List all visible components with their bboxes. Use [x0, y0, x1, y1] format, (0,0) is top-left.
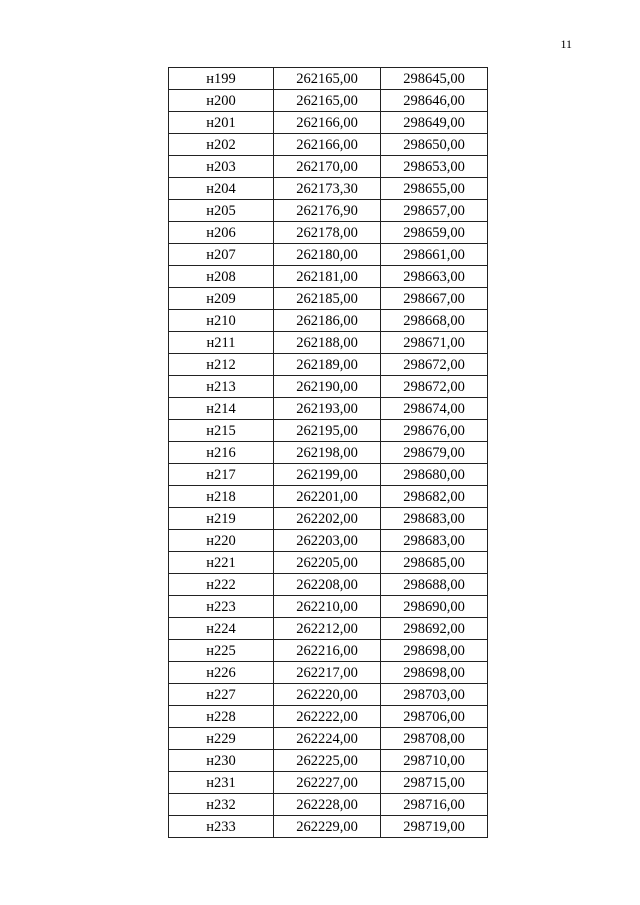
table-row: [169, 706, 488, 728]
y-coordinate-cell: 298688,00: [381, 574, 488, 596]
table-row: [169, 508, 488, 530]
table-row: [169, 530, 488, 552]
x-coordinate-cell: 262224,00: [274, 728, 381, 750]
table-row: [169, 596, 488, 618]
table-row: [169, 772, 488, 794]
table-row: [169, 332, 488, 354]
point-id-cell: н218: [169, 486, 274, 508]
x-coordinate-cell: 262228,00: [274, 794, 381, 816]
x-coordinate-cell: 262216,00: [274, 640, 381, 662]
table-row: [169, 376, 488, 398]
x-coordinate-cell: 262173,30: [274, 178, 381, 200]
x-coordinate-cell: 262208,00: [274, 574, 381, 596]
y-coordinate-cell: 298680,00: [381, 464, 488, 486]
point-id-cell: н220: [169, 530, 274, 552]
x-coordinate-cell: 262185,00: [274, 288, 381, 310]
y-coordinate-cell: 298663,00: [381, 266, 488, 288]
y-coordinate-cell: 298649,00: [381, 112, 488, 134]
y-coordinate-cell: 298698,00: [381, 662, 488, 684]
point-id-cell: н229: [169, 728, 274, 750]
y-coordinate-cell: 298646,00: [381, 90, 488, 112]
y-coordinate-cell: 298655,00: [381, 178, 488, 200]
point-id-cell: н210: [169, 310, 274, 332]
point-id-cell: н222: [169, 574, 274, 596]
x-coordinate-cell: 262201,00: [274, 486, 381, 508]
table-row: [169, 552, 488, 574]
table-row: [169, 178, 488, 200]
table-row: [169, 310, 488, 332]
table-row: [169, 486, 488, 508]
point-id-cell: н230: [169, 750, 274, 772]
y-coordinate-cell: 298690,00: [381, 596, 488, 618]
table-row: [169, 222, 488, 244]
point-id-cell: н204: [169, 178, 274, 200]
point-id-cell: н200: [169, 90, 274, 112]
x-coordinate-cell: 262222,00: [274, 706, 381, 728]
point-id-cell: н224: [169, 618, 274, 640]
y-coordinate-cell: 298676,00: [381, 420, 488, 442]
y-coordinate-cell: 298710,00: [381, 750, 488, 772]
point-id-cell: н199: [169, 68, 274, 90]
point-id-cell: н233: [169, 816, 274, 838]
x-coordinate-cell: 262180,00: [274, 244, 381, 266]
point-id-cell: н211: [169, 332, 274, 354]
x-coordinate-cell: 262190,00: [274, 376, 381, 398]
y-coordinate-cell: 298683,00: [381, 508, 488, 530]
x-coordinate-cell: 262166,00: [274, 134, 381, 156]
x-coordinate-cell: 262212,00: [274, 618, 381, 640]
table-row: [169, 640, 488, 662]
y-coordinate-cell: 298674,00: [381, 398, 488, 420]
table-row: [169, 816, 488, 838]
x-coordinate-cell: 262193,00: [274, 398, 381, 420]
point-id-cell: н226: [169, 662, 274, 684]
y-coordinate-cell: 298719,00: [381, 816, 488, 838]
point-id-cell: н216: [169, 442, 274, 464]
x-coordinate-cell: 262165,00: [274, 90, 381, 112]
point-id-cell: н202: [169, 134, 274, 156]
y-coordinate-cell: 298679,00: [381, 442, 488, 464]
x-coordinate-cell: 262202,00: [274, 508, 381, 530]
y-coordinate-cell: 298657,00: [381, 200, 488, 222]
table-row: [169, 442, 488, 464]
point-id-cell: н217: [169, 464, 274, 486]
point-id-cell: н219: [169, 508, 274, 530]
x-coordinate-cell: 262217,00: [274, 662, 381, 684]
table-row: [169, 244, 488, 266]
point-id-cell: н212: [169, 354, 274, 376]
table-row: [169, 288, 488, 310]
y-coordinate-cell: 298668,00: [381, 310, 488, 332]
table-row: [169, 200, 488, 222]
x-coordinate-cell: 262210,00: [274, 596, 381, 618]
y-coordinate-cell: 298645,00: [381, 68, 488, 90]
point-id-cell: н213: [169, 376, 274, 398]
y-coordinate-cell: 298685,00: [381, 552, 488, 574]
point-id-cell: н214: [169, 398, 274, 420]
x-coordinate-cell: 262229,00: [274, 816, 381, 838]
y-coordinate-cell: 298708,00: [381, 728, 488, 750]
point-id-cell: н228: [169, 706, 274, 728]
x-coordinate-cell: 262189,00: [274, 354, 381, 376]
table-row: [169, 112, 488, 134]
table-row: [169, 574, 488, 596]
table-row: [169, 794, 488, 816]
coordinates-table: [168, 67, 488, 838]
point-id-cell: н225: [169, 640, 274, 662]
x-coordinate-cell: 262225,00: [274, 750, 381, 772]
point-id-cell: н209: [169, 288, 274, 310]
x-coordinate-cell: 262220,00: [274, 684, 381, 706]
y-coordinate-cell: 298667,00: [381, 288, 488, 310]
y-coordinate-cell: 298672,00: [381, 354, 488, 376]
y-coordinate-cell: 298682,00: [381, 486, 488, 508]
y-coordinate-cell: 298659,00: [381, 222, 488, 244]
table-row: [169, 90, 488, 112]
y-coordinate-cell: 298671,00: [381, 332, 488, 354]
coordinates-table-body: [169, 68, 488, 838]
point-id-cell: н223: [169, 596, 274, 618]
x-coordinate-cell: 262195,00: [274, 420, 381, 442]
point-id-cell: н227: [169, 684, 274, 706]
page-number: 11: [560, 37, 572, 51]
x-coordinate-cell: 262205,00: [274, 552, 381, 574]
table-row: [169, 68, 488, 90]
x-coordinate-cell: 262227,00: [274, 772, 381, 794]
y-coordinate-cell: 298716,00: [381, 794, 488, 816]
table-row: [169, 354, 488, 376]
y-coordinate-cell: 298698,00: [381, 640, 488, 662]
table-row: [169, 266, 488, 288]
x-coordinate-cell: 262170,00: [274, 156, 381, 178]
point-id-cell: н206: [169, 222, 274, 244]
table-row: [169, 618, 488, 640]
y-coordinate-cell: 298706,00: [381, 706, 488, 728]
x-coordinate-cell: 262188,00: [274, 332, 381, 354]
y-coordinate-cell: 298683,00: [381, 530, 488, 552]
x-coordinate-cell: 262165,00: [274, 68, 381, 90]
x-coordinate-cell: 262176,90: [274, 200, 381, 222]
point-id-cell: н205: [169, 200, 274, 222]
y-coordinate-cell: 298661,00: [381, 244, 488, 266]
point-id-cell: н215: [169, 420, 274, 442]
x-coordinate-cell: 262203,00: [274, 530, 381, 552]
table-row: [169, 156, 488, 178]
y-coordinate-cell: 298715,00: [381, 772, 488, 794]
y-coordinate-cell: 298692,00: [381, 618, 488, 640]
y-coordinate-cell: 298653,00: [381, 156, 488, 178]
x-coordinate-cell: 262178,00: [274, 222, 381, 244]
x-coordinate-cell: 262198,00: [274, 442, 381, 464]
table-row: [169, 464, 488, 486]
x-coordinate-cell: 262181,00: [274, 266, 381, 288]
x-coordinate-cell: 262186,00: [274, 310, 381, 332]
x-coordinate-cell: 262166,00: [274, 112, 381, 134]
table-row: [169, 750, 488, 772]
point-id-cell: н231: [169, 772, 274, 794]
point-id-cell: н201: [169, 112, 274, 134]
point-id-cell: н203: [169, 156, 274, 178]
point-id-cell: н221: [169, 552, 274, 574]
y-coordinate-cell: 298672,00: [381, 376, 488, 398]
x-coordinate-cell: 262199,00: [274, 464, 381, 486]
table-row: [169, 420, 488, 442]
table-row: [169, 662, 488, 684]
table-row: [169, 728, 488, 750]
table-row: [169, 398, 488, 420]
point-id-cell: н232: [169, 794, 274, 816]
y-coordinate-cell: 298703,00: [381, 684, 488, 706]
y-coordinate-cell: 298650,00: [381, 134, 488, 156]
point-id-cell: н207: [169, 244, 274, 266]
table-row: [169, 684, 488, 706]
table-row: [169, 134, 488, 156]
point-id-cell: н208: [169, 266, 274, 288]
